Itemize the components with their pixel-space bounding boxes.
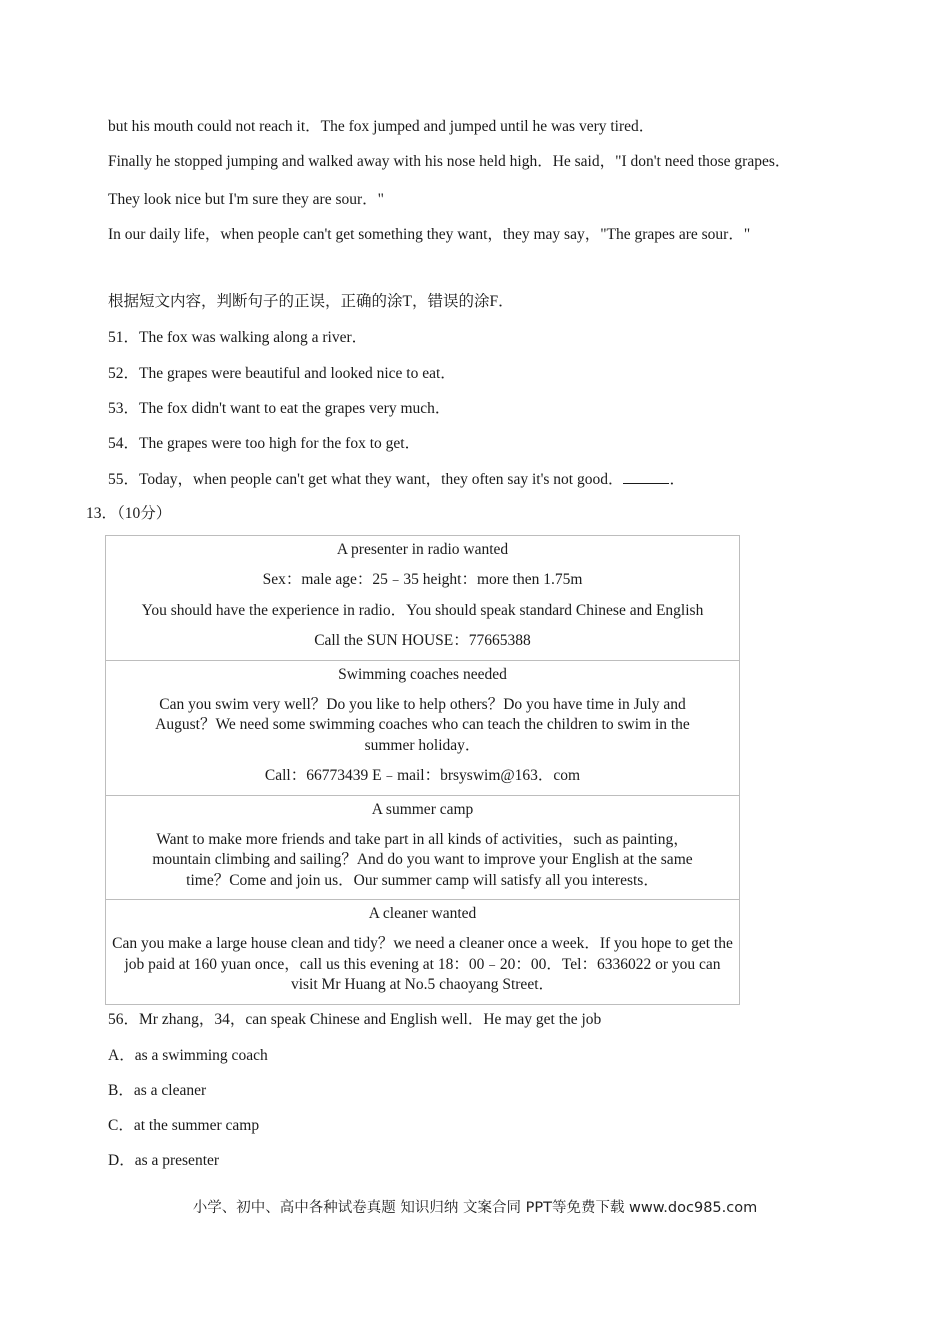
ad-cell xyxy=(106,536,740,661)
ad-summer-camp xyxy=(106,795,740,900)
ad-text: Call：66773439 E﹣mail：brsyswim@163．com xyxy=(264,767,581,784)
passage-line-4: In our daily life，when people can't get something they want，they may say，"The grapes are sour．" xyxy=(108,226,751,243)
option-a[interactable]: A．as a swimming coach xyxy=(108,1047,268,1064)
option-c[interactable]: C．at the summer camp xyxy=(108,1117,260,1134)
ad-text: Can you make a large house clean and tidy？we need a cleaner once a week．If you hope to get the job paid at 160 yuan once，call us this evening at 18：00﹣20：00．Tel：6336022 or you can visit Mr Huang at No.5 chaoyang Street． xyxy=(112,935,733,993)
ad-cell xyxy=(106,660,740,795)
ad-text: Can you swim very well？Do you like to help others？Do you have time in July and August？We need some swimming coaches who can teach the children to swim in the summer holiday． xyxy=(155,695,690,754)
ad-text: You should have the experience in radio．You should speak standard Chinese and English xyxy=(141,601,704,619)
answer-blank[interactable] xyxy=(623,469,669,484)
statement-52: 52．The grapes were beautiful and looked nice to eat． xyxy=(108,365,456,382)
ad-title: A presenter in radio wanted xyxy=(336,541,509,558)
ad-swimming-coaches xyxy=(106,660,740,795)
ad-cell xyxy=(106,795,740,900)
question-56-stem: 56．Mr zhang，34，can speak Chinese and English well．He may get the job xyxy=(108,1011,602,1028)
ad-title: A cleaner wanted xyxy=(368,905,477,922)
ad-text: Want to make more friends and take part in all kinds of activities，such as painting，mountain climbing and sailing？And do you want to improve your English at the same time？Come and join us．Our summer camp will satisfy all you interests． xyxy=(152,830,693,889)
statement-51: 51．The fox was walking along a river． xyxy=(108,329,368,346)
ad-title: A summer camp xyxy=(371,800,474,818)
ad-cleaner xyxy=(106,900,740,1005)
ad-cell xyxy=(106,900,740,1005)
option-b[interactable]: B．as a cleaner xyxy=(108,1082,207,1099)
passage-line-1: but his mouth could not reach it．The fox jumped and jumped until he was very tired． xyxy=(108,118,655,135)
ads-table xyxy=(105,535,740,1005)
ad-text: Call the SUN HOUSE：77665388 xyxy=(314,632,531,649)
statement-53: 53．The fox didn't want to eat the grapes very much． xyxy=(108,400,451,417)
ad-text: Sex：male age：25﹣35 height：more then 1.75m xyxy=(262,571,583,588)
passage-line-2: Finally he stopped jumping and walked away with his nose held high．He said，"I don't need those grapes． xyxy=(108,153,791,170)
ad-presenter xyxy=(106,536,740,661)
ad-title: Swimming coaches needed xyxy=(338,665,507,683)
statement-55-text: 55．Today，when people can't get what they want，they often say it's not good． xyxy=(108,471,624,488)
statement-55-end: ． xyxy=(669,471,685,488)
instruction: 根据短文内容，判断句子的正误，正确的涂T，错误的涂F． xyxy=(108,293,514,310)
section-13-heading: 13．（10分） xyxy=(86,505,172,522)
statement-54: 54．The grapes were too high for the fox to get． xyxy=(108,435,421,452)
footer-banner: 小学、初中、高中各种试卷真题 知识归纳 文案合同 PPT等免费下载 www.doc985.com xyxy=(192,1200,758,1216)
statement-55 xyxy=(108,469,685,490)
option-d[interactable]: D．as a presenter xyxy=(108,1152,220,1169)
passage-line-3: They look nice but I'm sure they are sour．" xyxy=(108,191,384,208)
